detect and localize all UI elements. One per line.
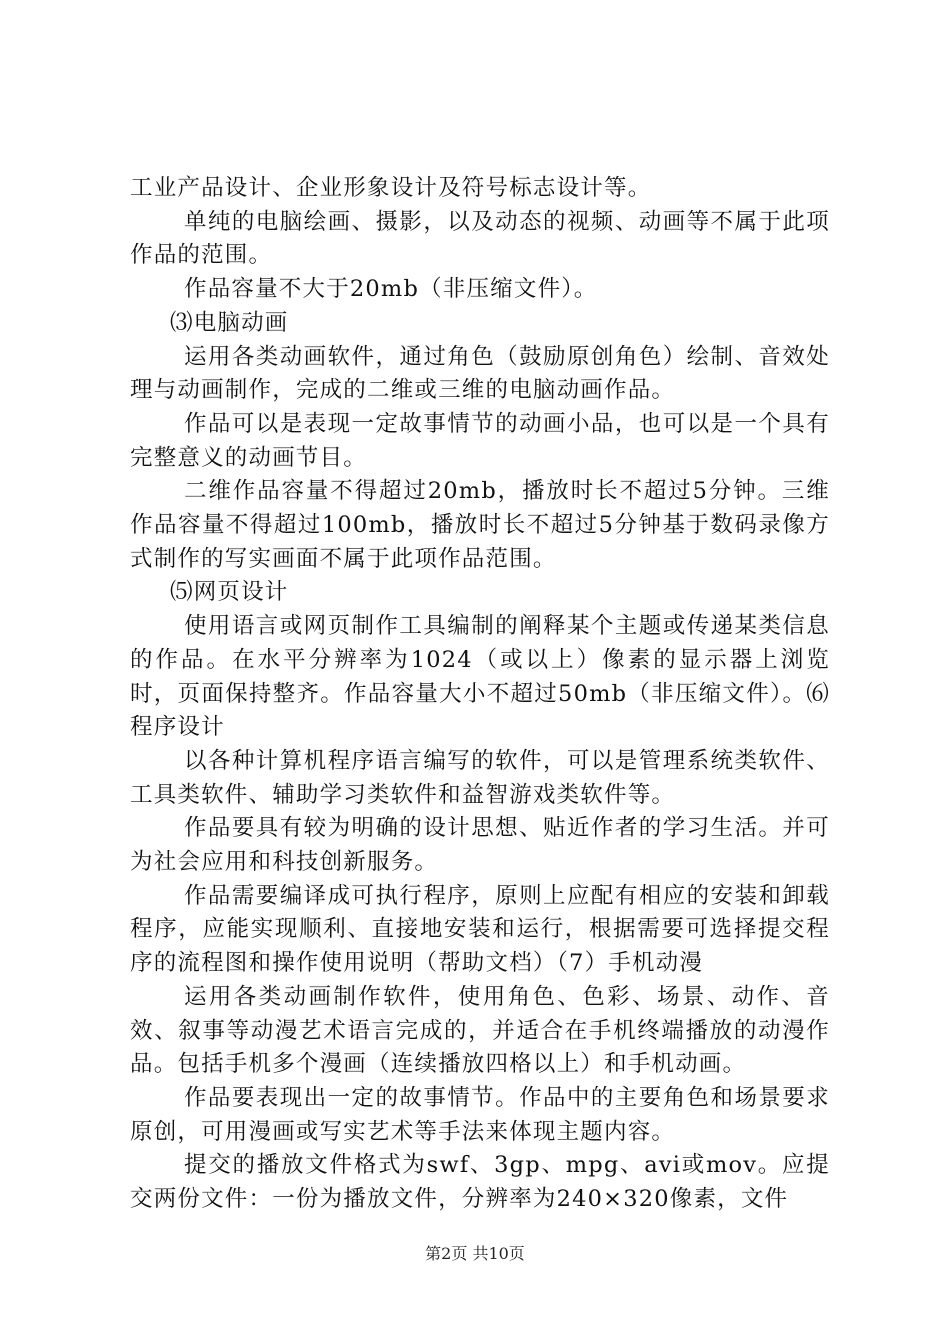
paragraph-7: 二维作品容量不得超过20mb，播放时长不超过5分钟。三维作品容量不得超过100mb，播放时长不超过5分钟基于数码录像方式制作的写实画面不属于此项作品范围。 (130, 478, 830, 572)
paragraph-13: 运用各类动画制作软件，使用角色、色彩、场景、动作、音效、叙事等动漫艺术语言完成的，并适合在手机终端播放的动漫作品。包括手机多个漫画（连续播放四格以上）和手机动画。 (130, 983, 830, 1078)
page-number-label: 第2页 共10页 (425, 1244, 525, 1263)
paragraph-5: 运用各类动画软件，通过角色（鼓励原创角色）绘制、音效处理与动画制作，完成的二维或三维的电脑动画作品。 (130, 343, 830, 404)
section-heading-web-design: ⑸网页设计 (170, 579, 289, 606)
paragraph-1: 工业产品设计、企业形象设计及符号标志设计等。 (130, 175, 652, 201)
paragraph-11: 作品要具有较为明确的设计思想、贴近作者的学习生活。并可为社会应用和科技创新服务。 (130, 815, 830, 876)
paragraph-6: 作品可以是表现一定故事情节的动画小品，也可以是一个具有完整意义的动画节目。 (130, 410, 830, 471)
paragraph-14: 作品要表现出一定的故事情节。作品中的主要角色和场景要求原创，可用漫画或写实艺术等手法来体现主题内容。 (130, 1084, 830, 1145)
paragraph-3: 作品容量不大于20mb（非压缩文件）。 (184, 276, 598, 303)
paragraph-9: 使用语言或网页制作工具编制的阐释某个主题或传递某类信息的作品。在水平分辨率为1024（或以上）像素的显示器上浏览时，页面保持整齐。作品容量大小不超过50mb（非压缩文件）。⑹程序设计 (130, 613, 830, 741)
section-heading-animation: ⑶电脑动画 (170, 309, 289, 336)
paragraph-15: 提交的播放文件格式为swf、3gp、mpg、avi或mov。应提交两份文件：一份为播放文件，分辨率为240×320像素，文件 (130, 1152, 830, 1213)
paragraph-10: 以各种计算机程序语言编写的软件，可以是管理系统类软件、工具类软件、辅助学习类软件和益智游戏类软件等。 (130, 747, 830, 808)
paragraph-12: 作品需要编译成可执行程序，原则上应配有相应的安装和卸载程序，应能实现顺利、直接地安装和运行，根据需要可选择提交程序的流程图和操作使用说明（帮助文档）（7）手机动漫 (130, 882, 830, 977)
page-footer (0, 1244, 950, 1264)
paragraph-2: 单纯的电脑绘画、摄影，以及动态的视频、动画等不属于此项作品的范围。 (130, 208, 830, 269)
document-body (130, 172, 830, 1217)
